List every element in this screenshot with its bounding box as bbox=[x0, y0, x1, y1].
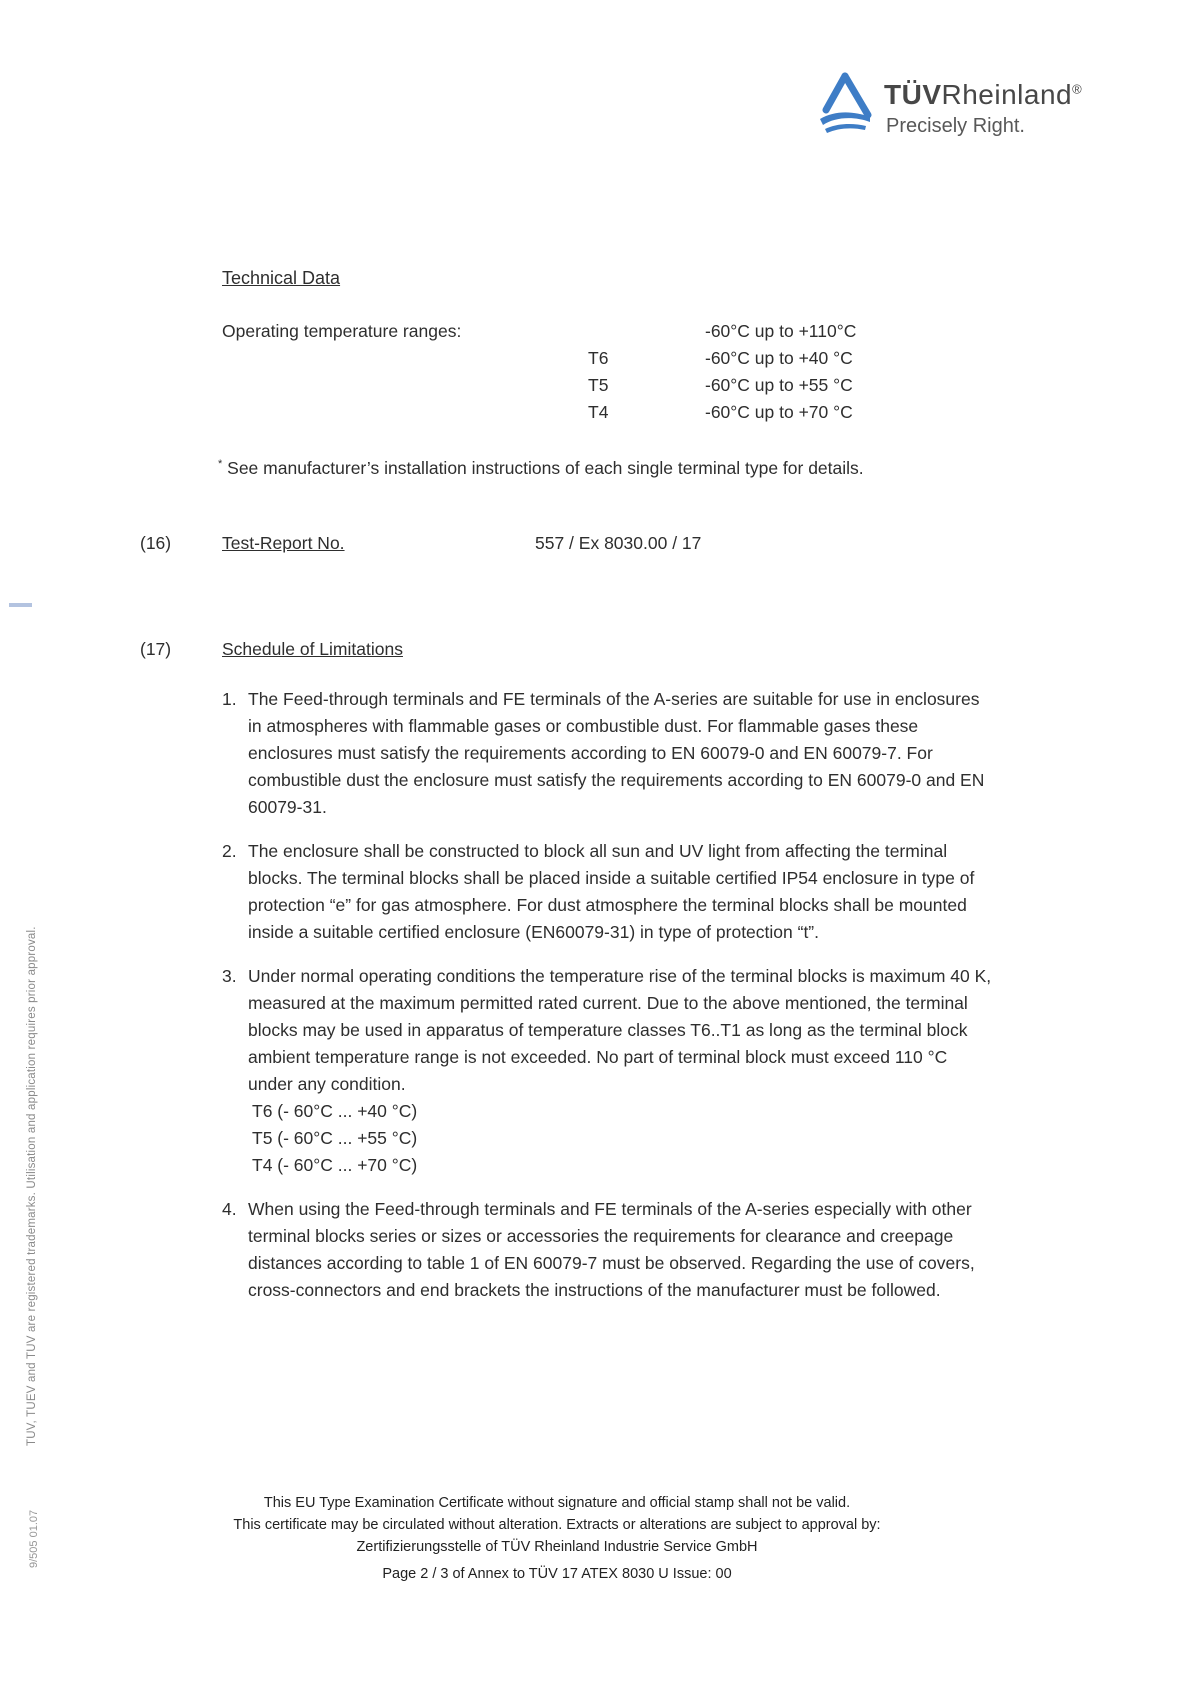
footnote-marker: * bbox=[218, 458, 223, 471]
item-text: When using the Feed-through terminals and FE terminals of the A-series especially with other terminal blocks series or sizes or accessories the requirements for clearance and creepage distances according to table 1 of EN 60079-7 must be observed. Regarding the use of covers, cross-connectors and end brackets the instructions of the manufacturer must be followed. bbox=[248, 1199, 975, 1300]
brand-name-regular: Rheinland bbox=[941, 79, 1073, 110]
item-number: 1. bbox=[222, 689, 237, 709]
temp-range: -60°C up to +70 °C bbox=[705, 402, 853, 422]
brand-name bbox=[884, 80, 1082, 111]
temp-range: -60°C up to +110°C bbox=[705, 321, 857, 341]
subline-t4: T4 (- 60°C ... +70 °C) bbox=[252, 1155, 418, 1175]
item-text-block bbox=[248, 963, 996, 1179]
temp-row bbox=[222, 318, 982, 345]
brand-logo bbox=[818, 72, 1082, 138]
registered-trademark-icon: ® bbox=[1072, 81, 1083, 97]
form-code-vertical: 9/505 01.07 bbox=[28, 1509, 40, 1568]
validity-line-1: This EU Type Examination Certificate without signature and official stamp shall not be valid. bbox=[263, 1495, 851, 1511]
item-number: 2. bbox=[222, 841, 237, 861]
temp-class: T5 bbox=[588, 375, 609, 395]
validity-line-3: Zertifizierungsstelle of TÜV Rheinland Industrie Service GmbH bbox=[356, 1539, 758, 1555]
schedule-item bbox=[222, 838, 997, 946]
schedule-items bbox=[222, 686, 997, 1321]
item-number: 4. bbox=[222, 1199, 237, 1219]
tuv-triangle-icon bbox=[818, 72, 872, 136]
temp-ranges-label: Operating temperature ranges: bbox=[222, 321, 462, 341]
trademark-vertical-note: TÜV, TUEV and TUV are registered trademarks. Utilisation and application requires prior approval. bbox=[26, 926, 38, 1446]
validity-line-2: This certificate may be circulated without alteration. Extracts or alterations are subject to approval by: bbox=[233, 1517, 881, 1533]
test-report-heading: Test-Report No. bbox=[222, 533, 345, 553]
temp-range: -60°C up to +40 °C bbox=[705, 348, 853, 368]
test-report-section bbox=[140, 530, 701, 557]
test-report-value: 557 / Ex 8030.00 / 17 bbox=[535, 533, 702, 553]
technical-data-heading: Technical Data bbox=[222, 268, 341, 288]
temp-row bbox=[222, 345, 982, 372]
temp-range: -60°C up to +55 °C bbox=[705, 375, 853, 395]
item-text: The enclosure shall be constructed to block all sun and UV light from affecting the terminal blocks. The terminal blocks shall be placed inside a suitable certified IP54 enclosure in type of protection “e” for gas atmosphere. For dust atmosphere the terminal blocks shall be mounted inside a suitable certified enclosure (EN60079-31) in type of protection “t”. bbox=[248, 841, 975, 942]
brand-name-bold: TÜV bbox=[884, 79, 942, 110]
section-number-16: (16) bbox=[140, 533, 172, 553]
temp-class: T4 bbox=[588, 402, 609, 422]
item-text: Under normal operating conditions the temperature rise of the terminal blocks is maximum 40 K, measured at the maximum permitted rated current. Due to the above mentioned, the terminal blocks may be used in apparatus of temperature classes T6..T1 as long as the terminal block ambient temperature range is not exceeded. No part of terminal block must exceed 110 °C under any condition. bbox=[248, 966, 992, 1094]
operating-temperature-table bbox=[222, 318, 982, 426]
schedule-item bbox=[222, 963, 997, 1179]
temperature-class-sublines bbox=[248, 1098, 996, 1179]
temp-row bbox=[222, 399, 982, 426]
schedule-section-heading-row bbox=[140, 636, 403, 663]
item-text: The Feed-through terminals and FE terminals of the A-series are suitable for use in enclosures in atmospheres with flammable gases or combustible dust. For flammable gases these enclosures must satisfy the requirements according to EN 60079-0 and EN 60079-7. For combustible dust the enclosure must satisfy the requirements according to EN 60079-0 and EN 60079-31. bbox=[248, 689, 985, 817]
subline-t6: T6 (- 60°C ... +40 °C) bbox=[252, 1101, 418, 1121]
schedule-heading: Schedule of Limitations bbox=[222, 639, 403, 659]
validity-notes bbox=[100, 1492, 1014, 1558]
footnote-text: See manufacturer’s installation instructions of each single terminal type for details. bbox=[227, 458, 864, 478]
temp-class bbox=[588, 318, 705, 345]
section-number-17: (17) bbox=[140, 639, 172, 659]
page-number-line: Page 2 / 3 of Annex to TÜV 17 ATEX 8030 U Issue: 00 bbox=[382, 1566, 732, 1582]
brand-text-block bbox=[884, 72, 1082, 138]
installation-footnote bbox=[218, 458, 864, 479]
fold-mark bbox=[9, 603, 32, 607]
subline-t5: T5 (- 60°C ... +55 °C) bbox=[252, 1128, 418, 1148]
item-number: 3. bbox=[222, 966, 237, 986]
temp-row bbox=[222, 372, 982, 399]
temp-class: T6 bbox=[588, 348, 609, 368]
brand-tagline: Precisely Right. bbox=[886, 114, 1025, 137]
schedule-item bbox=[222, 1196, 997, 1304]
schedule-item bbox=[222, 686, 997, 821]
